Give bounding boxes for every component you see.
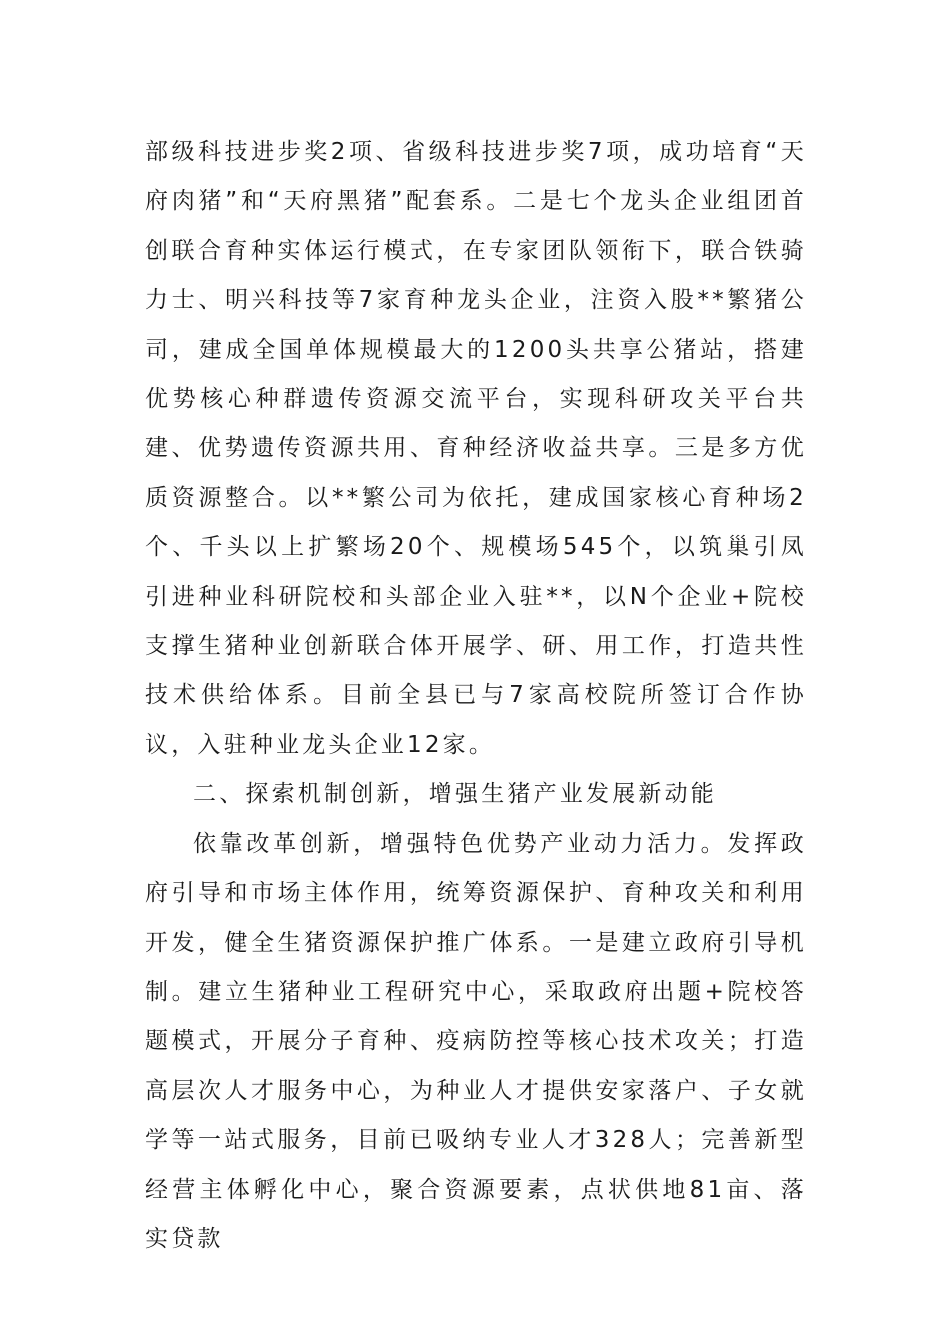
paragraph-continuation: 部级科技进步奖2项、省级科技进步奖7项，成功培育“天府肉猪”和“天府黑猪”配套系。二是七个龙头企业组团首创联合育种实体运行模式，在专家团队领衔下，联合铁骑力士、明兴科技等7家育种龙头企业，注资入股**繁猪公司，建成全国单体规模最大的1200头共享公猪站，搭建优势核心种群遗传资源交流平台，实现科研攻关平台共建、优势遗传资源共用、育种经济收益共享。三是多方优质资源整合。以**繁公司为依托，建成国家核心育种场2个、千头以上扩繁场20个、规模场545个，以筑巢引凤引进种业科研院校和头部企业入驻**，以N个企业+院校支撑生猪种业创新联合体开展学、研、用工作，打造共性技术供给体系。目前全县已与7家高校院所签订合作协议，入驻种业龙头企业12家。 bbox=[145, 139, 807, 758]
document-body bbox=[145, 128, 807, 1264]
section-heading: 二、探索机制创新，增强生猪产业发展新动能 bbox=[193, 781, 717, 808]
paragraph-body: 依靠改革创新，增强特色优势产业动力活力。发挥政府引导和市场主体作用，统筹资源保护、育种攻关和利用开发，健全生猪资源保护推广体系。一是建立政府引导机制。建立生猪种业工程研究中心，采取政府出题+院校答题模式，开展分子育种、疫病防控等核心技术攻关；打造高层次人才服务中心，为种业人才提供安家落户、子女就学等一站式服务，目前已吸纳专业人才328人；完善新型经营主体孵化中心，聚合资源要素，点状供地81亩、落实贷款 bbox=[145, 830, 807, 1252]
